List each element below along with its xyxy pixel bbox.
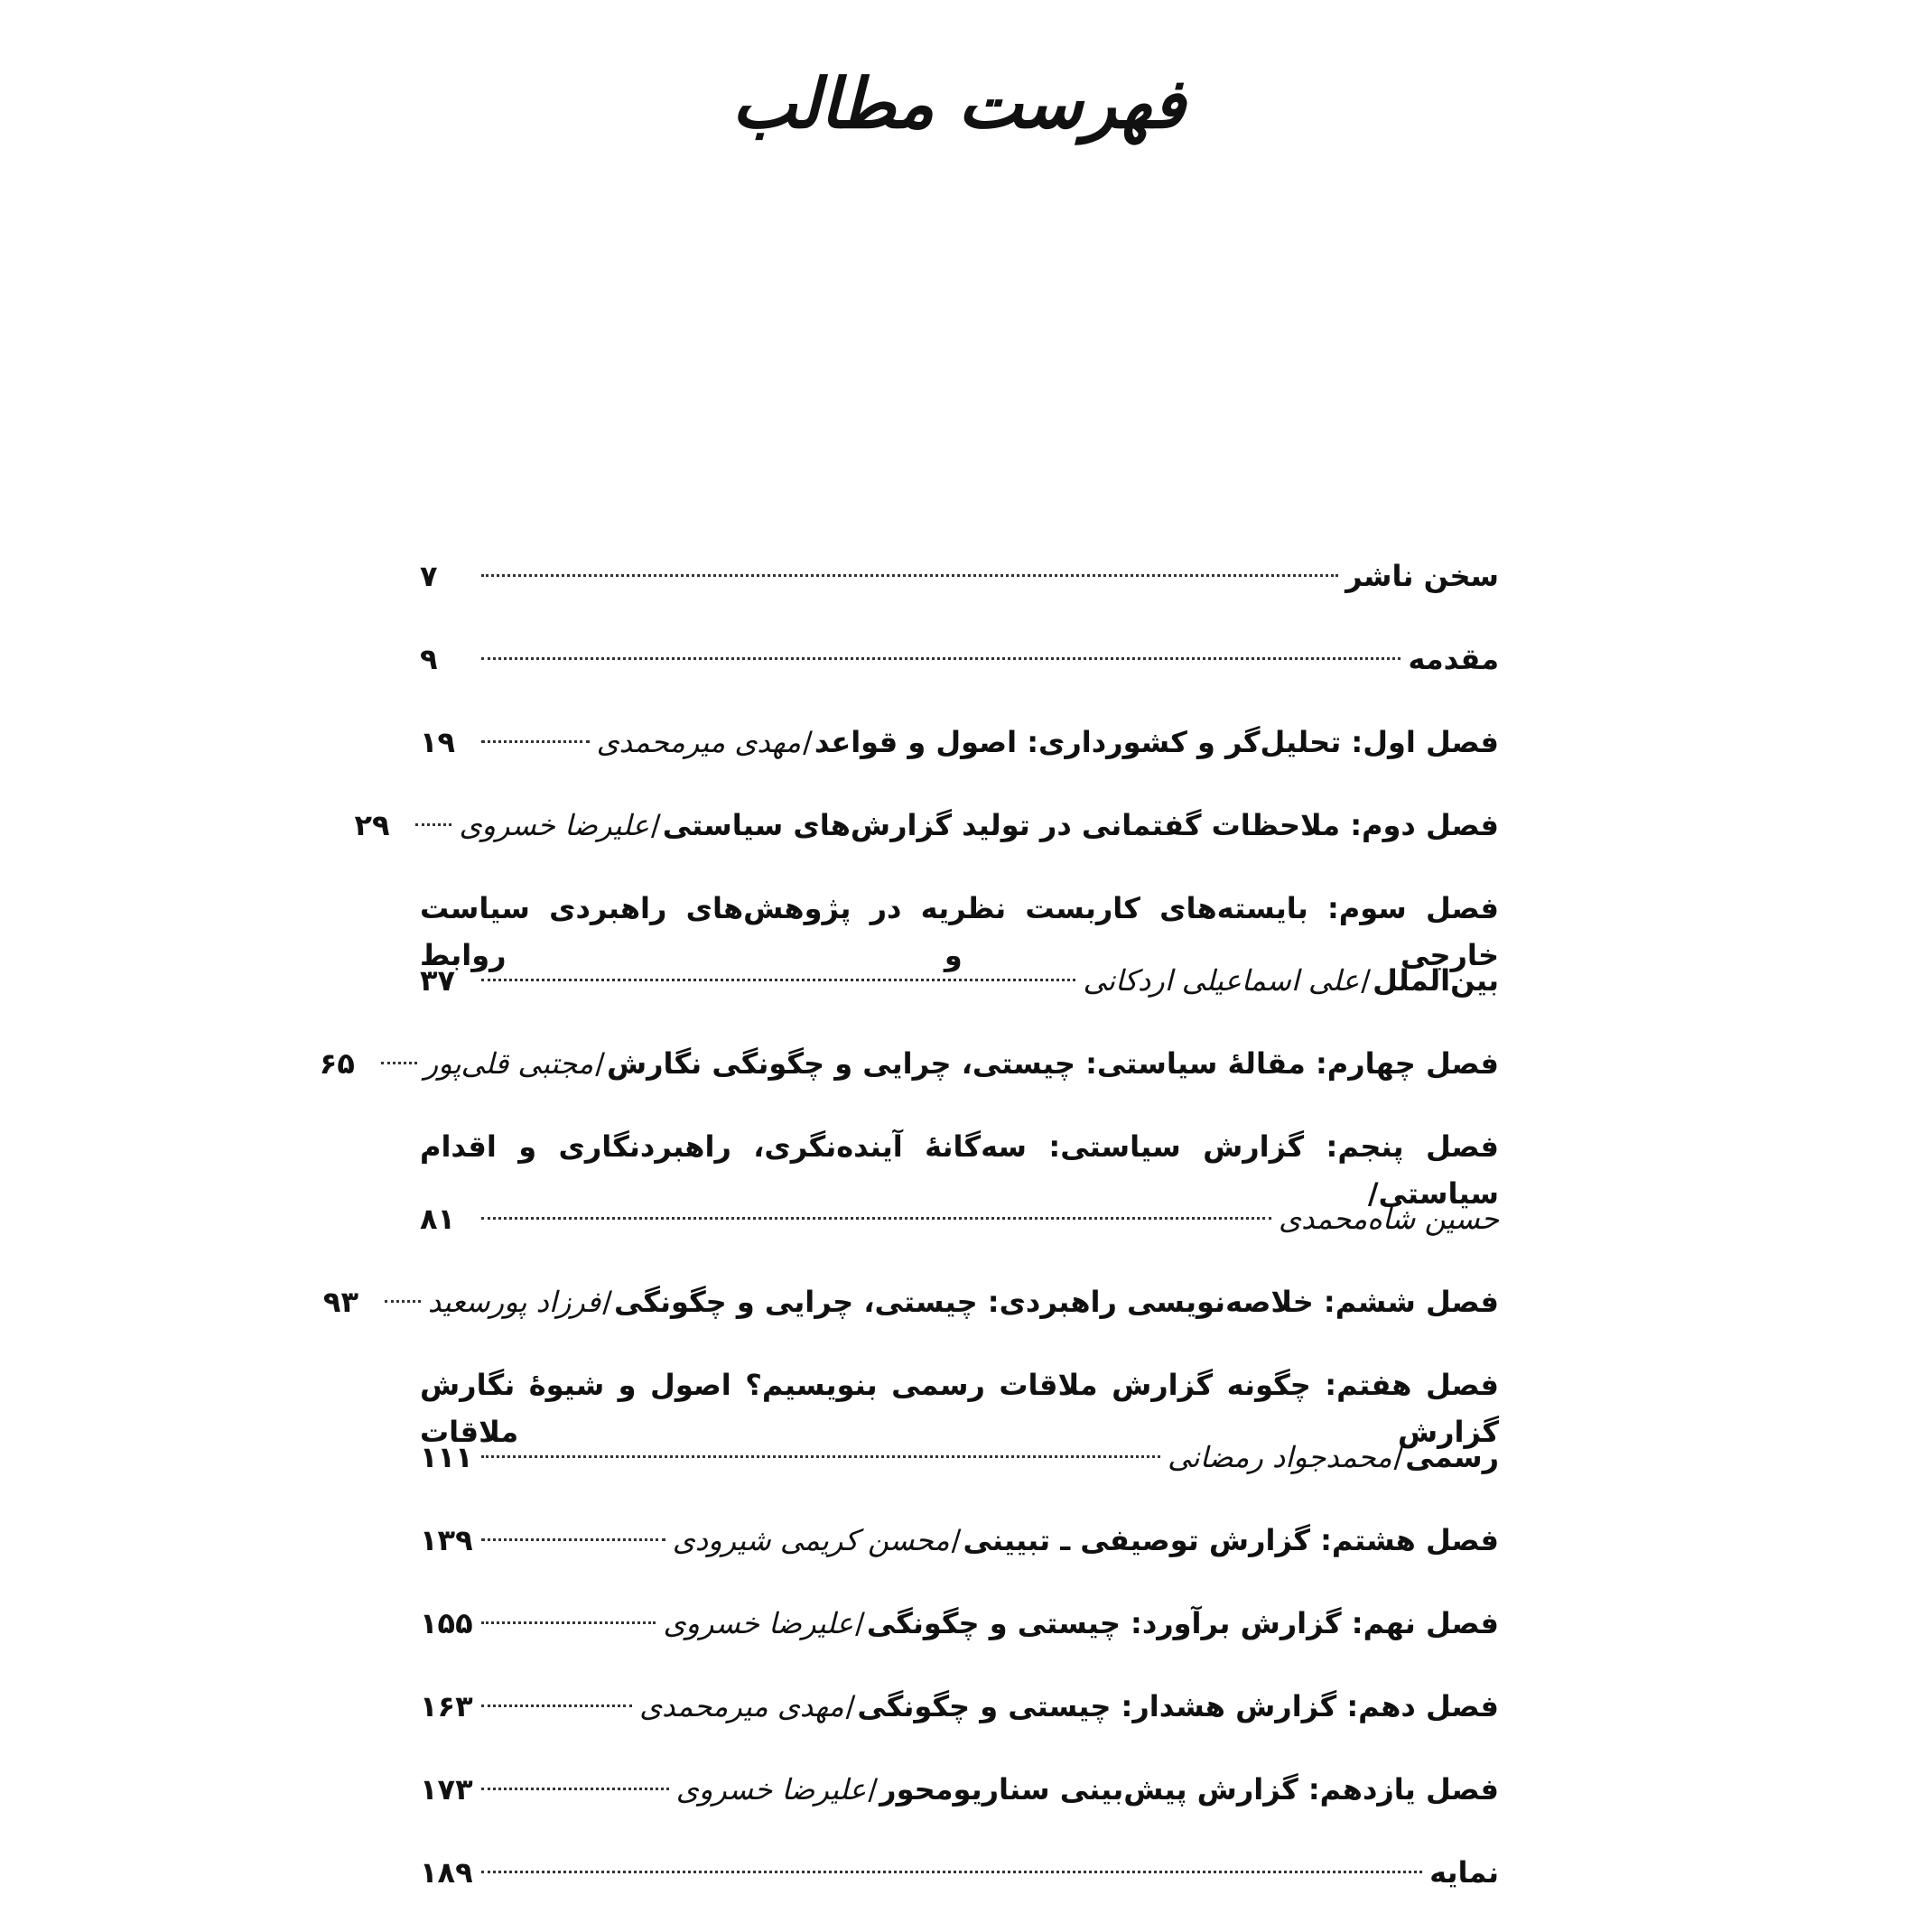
toc-page-number: ۶۵ xyxy=(319,1046,355,1081)
toc-page-number: ۱۶۳ xyxy=(420,1689,473,1723)
separator-slash: / xyxy=(845,1689,856,1723)
toc-author: مهدی میرمحمدی xyxy=(596,725,802,759)
separator-slash: / xyxy=(651,808,661,842)
toc-author: مجتبی قلی‌پور xyxy=(423,1046,594,1081)
dot-leader xyxy=(481,657,1401,660)
toc-heading: فصل نهم: گزارش برآورد: چیستی و چگونگی xyxy=(866,1606,1499,1640)
toc-page-number: ۱۹ xyxy=(420,725,456,759)
toc-page-number: ۱۱۱ xyxy=(420,1440,473,1474)
separator-slash: / xyxy=(1361,963,1372,998)
toc-entry-index[interactable] xyxy=(420,1849,1499,1896)
dot-leader xyxy=(481,1455,1160,1458)
toc-author: حسین شاه‌محمدی xyxy=(1279,1202,1499,1236)
dot-leader xyxy=(415,823,451,826)
dot-leader xyxy=(481,1217,1271,1220)
dot-leader xyxy=(481,1704,632,1707)
toc-heading: فصل ششم: خلاصه‌نویسی راهبردی: چیستی، چرایی و چگونگی xyxy=(614,1285,1499,1319)
toc-page-number: ۷ xyxy=(420,559,438,593)
dot-leader xyxy=(481,1621,656,1624)
page-title: فهرست مطالب xyxy=(731,63,1186,144)
toc-heading-line-2: بین‌الملل xyxy=(1373,963,1499,998)
toc-author: علیرضا خسروی xyxy=(663,1606,854,1640)
dot-leader xyxy=(481,740,590,743)
toc-heading-line-2: رسمی xyxy=(1405,1440,1499,1474)
toc-heading-line-1: فصل پنجم: گزارش سیاستی: سه‌گانهٔ آینده‌نگری، راهبردنگاری و اقدام سیاستی/ xyxy=(420,1129,1499,1211)
toc-heading: فصل یازدهم: گزارش پیش‌بینی سناریومحور xyxy=(879,1772,1499,1807)
toc-author: علیرضا خسروی xyxy=(675,1772,867,1807)
toc-page-number: ۹۳ xyxy=(322,1285,358,1319)
separator-slash: / xyxy=(1393,1440,1404,1474)
toc-entry-chapter-11[interactable] xyxy=(420,1766,1499,1813)
toc-entry-publisher-note[interactable] xyxy=(420,553,1499,599)
separator-slash: / xyxy=(951,1523,962,1557)
toc-heading: نمایه xyxy=(1429,1855,1499,1890)
toc-page-number: ۱۷۳ xyxy=(420,1772,473,1807)
toc-author: محمدجواد رمضانی xyxy=(1168,1440,1392,1474)
toc-heading-line-1: فصل سوم: بایسته‌های کاربست نظریه در پژوهش‌های راهبردی سیاست خارجی و روابط xyxy=(420,891,1499,972)
separator-slash: / xyxy=(595,1046,605,1081)
toc-entry-chapter-7[interactable] xyxy=(420,1361,1499,1481)
toc-entry-chapter-8[interactable] xyxy=(420,1517,1499,1564)
toc-entry-chapter-2[interactable] xyxy=(354,802,1499,849)
toc-heading: فصل دهم: گزارش هشدار: چیستی و چگونگی xyxy=(857,1689,1499,1723)
toc-entry-introduction[interactable] xyxy=(420,636,1499,683)
toc-entry-chapter-4[interactable] xyxy=(319,1040,1499,1087)
separator-slash: / xyxy=(602,1285,612,1319)
dot-leader xyxy=(481,1538,665,1541)
toc-page-number: ۹ xyxy=(420,642,438,676)
toc-page-number: ۱۸۹ xyxy=(420,1855,473,1890)
dot-leader xyxy=(481,1788,669,1790)
toc-heading: مقدمه xyxy=(1408,642,1499,676)
toc-heading: فصل اول: تحلیل‌گر و کشورداری: اصول و قواعد xyxy=(814,725,1499,759)
toc-page-number: ۱۵۵ xyxy=(420,1606,473,1640)
separator-slash: / xyxy=(868,1772,879,1807)
toc-entry-chapter-10[interactable] xyxy=(420,1683,1499,1730)
dot-leader xyxy=(481,979,1075,981)
toc-author: فرزاد پورسعید xyxy=(427,1285,601,1319)
dot-leader xyxy=(481,574,1338,577)
toc-entry-chapter-1[interactable] xyxy=(420,719,1499,766)
toc-author: علیرضا خسروی xyxy=(459,808,650,842)
separator-slash: / xyxy=(855,1606,865,1640)
toc-entry-chapter-6[interactable] xyxy=(322,1278,1499,1325)
dot-leader xyxy=(381,1062,417,1064)
toc-heading: فصل دوم: ملاحظات گفتمانی در تولید گزارش‌های سیاستی xyxy=(662,808,1499,842)
dot-leader xyxy=(385,1300,421,1303)
toc-page-number: ۳۷ xyxy=(420,963,456,998)
table-of-contents xyxy=(319,553,1499,1932)
toc-heading-line-1: فصل هفتم: چگونه گزارش ملاقات رسمی بنویسیم؟ اصول و شیوهٔ نگارش گزارش ملاقات xyxy=(420,1368,1499,1449)
separator-slash: / xyxy=(803,725,813,759)
toc-entry-chapter-3[interactable] xyxy=(420,885,1499,1004)
toc-entry-chapter-9[interactable] xyxy=(420,1600,1499,1647)
dot-leader xyxy=(481,1871,1422,1873)
toc-entry-chapter-5[interactable] xyxy=(420,1123,1499,1242)
toc-page-number: ۲۹ xyxy=(354,808,390,842)
toc-heading: فصل هشتم: گزارش توصیفی ـ تبیینی xyxy=(963,1523,1499,1557)
toc-page-number: ۱۳۹ xyxy=(420,1523,473,1557)
toc-author: علی اسماعیلی اردکانی xyxy=(1083,963,1360,998)
toc-page-number: ۸۱ xyxy=(420,1202,456,1236)
toc-heading: فصل چهارم: مقالهٔ سیاستی: چیستی، چرایی و چگونگی نگارش xyxy=(606,1046,1499,1081)
toc-author: محسن کریمی شیرودی xyxy=(672,1523,950,1557)
toc-author: مهدی میرمحمدی xyxy=(639,1689,844,1723)
toc-heading: سخن ناشر xyxy=(1345,559,1499,593)
